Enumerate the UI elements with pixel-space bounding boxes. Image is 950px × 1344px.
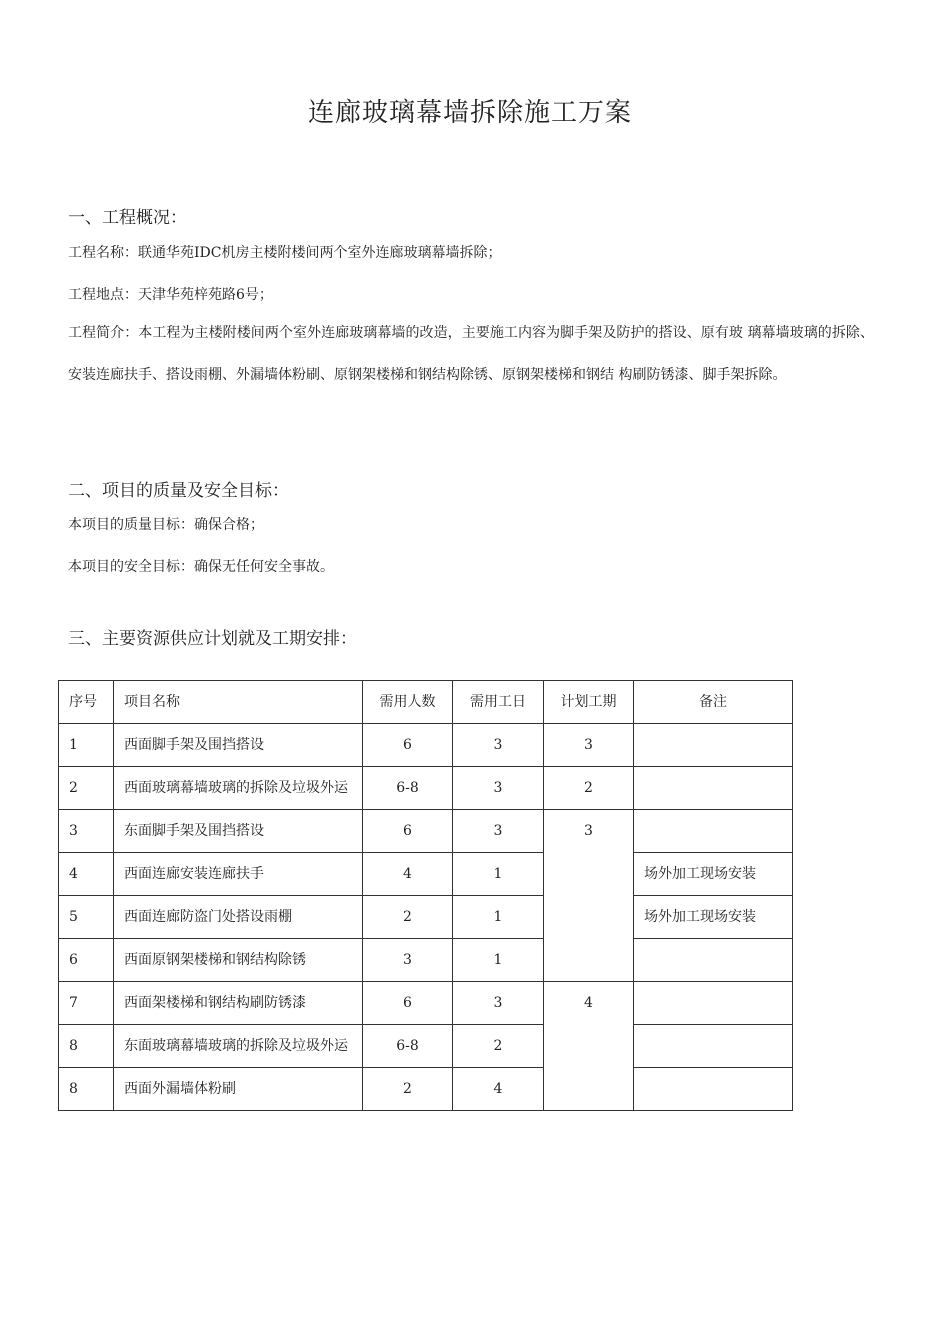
cell-people: 6 <box>363 810 453 853</box>
project-summary: 工程简介：本工程为主楼附楼间两个室外连廊玻璃幕墙的改造，主要施工内容为脚手架及防护的搭设、原有玻 璃幕墙玻璃的拆除、安装连廊扶手、搭设雨棚、外漏墙体粉刷、原钢架楼梯和钢结构除锈、原钢架楼梯和钢结 构刷防锈漆、脚手架拆除。 <box>68 325 874 383</box>
cell-note <box>634 1068 793 1111</box>
cell-people: 2 <box>363 896 453 939</box>
project-location-line: 工程地点：天津华苑梓苑路6号； <box>68 287 273 303</box>
cell-people: 6 <box>363 724 453 767</box>
cell-days: 1 <box>453 853 544 896</box>
cell-no: 7 <box>59 982 114 1025</box>
cell-people: 6-8 <box>363 767 453 810</box>
header-note: 备注 <box>634 681 793 724</box>
table-row <box>59 1025 793 1068</box>
cell-people: 6-8 <box>363 1025 453 1068</box>
cell-people: 3 <box>363 939 453 982</box>
cell-note <box>634 767 793 810</box>
cell-days: 3 <box>453 767 544 810</box>
cell-no: 1 <box>59 724 114 767</box>
cell-note <box>634 939 793 982</box>
table-row <box>59 767 793 810</box>
cell-days: 1 <box>453 896 544 939</box>
cell-name: 西面架楼梯和钢结构刷防锈漆 <box>114 982 363 1025</box>
table-row <box>59 1068 793 1111</box>
cell-note <box>634 1025 793 1068</box>
cell-name: 西面外漏墙体粉刷 <box>114 1068 363 1111</box>
header-people: 需用人数 <box>363 681 453 724</box>
cell-people: 2 <box>363 1068 453 1111</box>
section-2-heading: 二、项目的质量及安全目标： <box>68 481 289 501</box>
cell-note: 场外加工现场安装 <box>634 896 793 939</box>
cell-note <box>634 810 793 853</box>
safety-goal: 本项目的安全目标：确保无任何安全事故。 <box>68 559 334 575</box>
cell-days: 3 <box>453 724 544 767</box>
table-row <box>59 896 793 939</box>
header-period: 计划工期 <box>544 681 634 724</box>
table-row <box>59 939 793 982</box>
table-header-row <box>59 681 793 724</box>
cell-period: 4 <box>544 982 634 1111</box>
cell-name: 西面连廊防盗门处搭设雨棚 <box>114 896 363 939</box>
header-name: 项目名称 <box>114 681 363 724</box>
cell-period: 2 <box>544 767 634 810</box>
cell-people: 4 <box>363 853 453 896</box>
cell-no: 4 <box>59 853 114 896</box>
cell-days: 3 <box>453 982 544 1025</box>
section-1-heading: 一、工程概况： <box>68 208 187 228</box>
cell-no: 6 <box>59 939 114 982</box>
quality-goal: 本项目的质量目标：确保合格； <box>68 517 264 533</box>
project-name-line: 工程名称：联通华苑IDC机房主楼附楼间两个室外连廊玻璃幕墙拆除； <box>68 245 502 261</box>
resource-schedule-table <box>58 680 793 1111</box>
header-no: 序号 <box>59 681 114 724</box>
cell-days: 1 <box>453 939 544 982</box>
cell-no: 8 <box>59 1025 114 1068</box>
cell-people: 6 <box>363 982 453 1025</box>
cell-name: 西面玻璃幕墙玻璃的拆除及垃圾外运 <box>114 767 363 810</box>
cell-days: 4 <box>453 1068 544 1111</box>
cell-period: 3 <box>544 724 634 767</box>
cell-name: 东面玻璃幕墙玻璃的拆除及垃圾外运 <box>114 1025 363 1068</box>
cell-no: 2 <box>59 767 114 810</box>
cell-no: 5 <box>59 896 114 939</box>
header-days: 需用工日 <box>453 681 544 724</box>
cell-no: 8 <box>59 1068 114 1111</box>
table-row <box>59 724 793 767</box>
cell-name: 西面原钢架楼梯和钢结构除锈 <box>114 939 363 982</box>
cell-days: 2 <box>453 1025 544 1068</box>
table-row <box>59 810 793 853</box>
cell-name: 西面连廊安装连廊扶手 <box>114 853 363 896</box>
cell-note <box>634 724 793 767</box>
table-row <box>59 982 793 1025</box>
cell-note <box>634 982 793 1025</box>
page-title: 连廊玻璃幕墙拆除施工万案 <box>307 98 632 128</box>
cell-days: 3 <box>453 810 544 853</box>
cell-no: 3 <box>59 810 114 853</box>
cell-name: 西面脚手架及围挡搭设 <box>114 724 363 767</box>
cell-period: 3 <box>544 810 634 982</box>
cell-note: 场外加工现场安装 <box>634 853 793 896</box>
table-row <box>59 853 793 896</box>
cell-name: 东面脚手架及围挡搭设 <box>114 810 363 853</box>
section-3-heading: 三、主要资源供应计划就及工期安排： <box>68 629 357 649</box>
